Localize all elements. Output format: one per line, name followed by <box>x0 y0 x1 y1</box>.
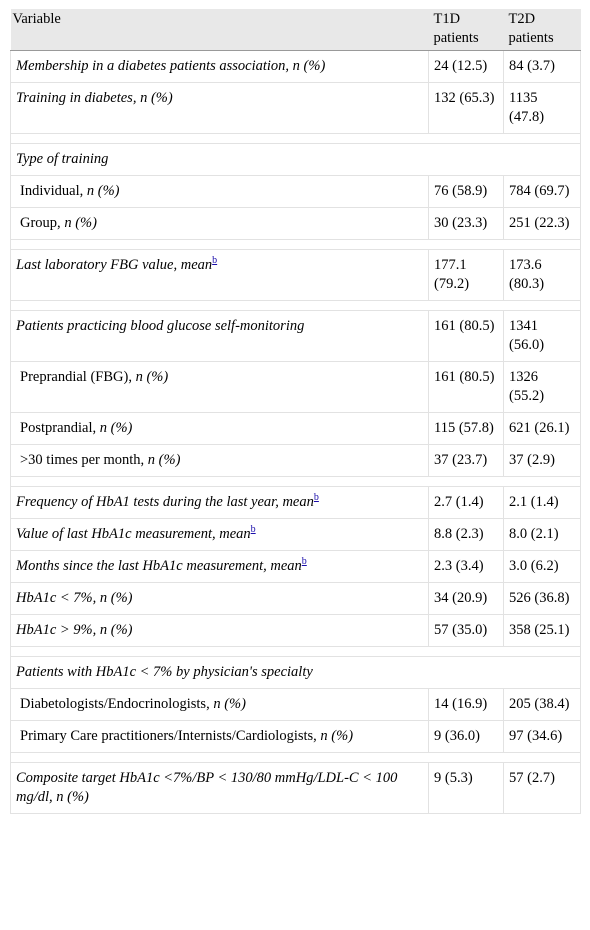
variable-label: Patients practicing blood glucose self-monitoring <box>16 318 305 334</box>
variable-cell <box>11 83 429 134</box>
t1d-value: 14 (16.9) <box>429 689 504 721</box>
t1d-value: 30 (23.3) <box>429 208 504 240</box>
spacer-row <box>11 301 581 311</box>
t1d-value: 161 (80.5) <box>429 362 504 413</box>
t1d-value: 115 (57.8) <box>429 413 504 445</box>
table-row <box>11 487 581 519</box>
table-row <box>11 413 581 445</box>
table-row <box>11 721 581 753</box>
variable-label: Months since the last HbA1c measurement, mean <box>16 558 302 574</box>
variable-cell <box>11 176 429 208</box>
spacer-row <box>11 753 581 763</box>
variable-cell <box>11 487 429 519</box>
variable-label: Composite target HbA1c <7%/BP < 130/80 mmHg/LDL-C < 100 mg/dl, n (%) <box>16 770 398 805</box>
variable-label: Patients with HbA1c < 7% by physician's specialty <box>16 664 313 680</box>
variable-unit: n (%) <box>147 452 181 468</box>
t1d-value: 9 (36.0) <box>429 721 504 753</box>
variable-cell <box>11 413 429 445</box>
spacer-cell <box>11 240 581 250</box>
table-row <box>11 176 581 208</box>
footnote-marker <box>314 492 319 503</box>
variable-unit: n (%) <box>86 183 120 199</box>
variable-cell <box>11 721 429 753</box>
t2d-value: 37 (2.9) <box>504 445 581 477</box>
header-t2d <box>504 9 581 51</box>
variable-cell <box>11 551 429 583</box>
variable-label: Frequency of HbA1 tests during the last year, mean <box>16 494 314 510</box>
table-row <box>11 583 581 615</box>
t1d-value: 37 (23.7) <box>429 445 504 477</box>
variable-unit: n (%) <box>99 420 133 436</box>
spacer-row <box>11 647 581 657</box>
spacer-row <box>11 477 581 487</box>
variable-label: Last laboratory FBG value, mean <box>16 257 213 273</box>
t2d-value: 1326 (55.2) <box>504 362 581 413</box>
variable-unit: n (%) <box>135 369 169 385</box>
t1d-value: 76 (58.9) <box>429 176 504 208</box>
header-t1d <box>429 9 504 51</box>
spacer-row <box>11 134 581 144</box>
variable-cell <box>11 657 581 689</box>
table-row <box>11 208 581 240</box>
variable-label: Training in diabetes, n (%) <box>16 90 173 106</box>
variable-label: Postprandial, <box>20 420 100 436</box>
variable-unit: n (%) <box>320 728 354 744</box>
variable-cell <box>11 583 429 615</box>
variable-cell <box>11 51 429 83</box>
table-header <box>11 9 581 51</box>
t1d-value: 8.8 (2.3) <box>429 519 504 551</box>
t1d-value: 2.3 (3.4) <box>429 551 504 583</box>
footnote-link[interactable]: b <box>301 556 307 568</box>
variable-label: Type of training <box>16 151 109 167</box>
spacer-cell <box>11 134 581 144</box>
t1d-value: 161 (80.5) <box>429 311 504 362</box>
t2d-value: 2.1 (1.4) <box>504 487 581 519</box>
header-t2d-label: T2D patients <box>508 11 554 46</box>
t2d-value: 784 (69.7) <box>504 176 581 208</box>
variable-label: HbA1c < 7%, n (%) <box>16 590 133 606</box>
variable-cell <box>11 250 429 301</box>
table-row <box>11 763 581 814</box>
t1d-value: 177.1 (79.2) <box>429 250 504 301</box>
t2d-value: 251 (22.3) <box>504 208 581 240</box>
t2d-value: 621 (26.1) <box>504 413 581 445</box>
t2d-value: 1135 (47.8) <box>504 83 581 134</box>
t1d-value: 9 (5.3) <box>429 763 504 814</box>
table-row <box>11 250 581 301</box>
variable-cell <box>11 689 429 721</box>
variable-label: Value of last HbA1c measurement, mean <box>16 526 251 542</box>
header-variable: Variable <box>11 9 429 51</box>
t1d-value: 132 (65.3) <box>429 83 504 134</box>
variable-label: Preprandial (FBG), <box>20 369 136 385</box>
spacer-cell <box>11 753 581 763</box>
table-row <box>11 311 581 362</box>
section-row <box>11 657 581 689</box>
variable-label: Membership in a diabetes patients association, n (%) <box>16 58 326 74</box>
footnote-link[interactable]: b <box>250 524 256 536</box>
footnote-marker <box>302 556 307 567</box>
t2d-value: 8.0 (2.1) <box>504 519 581 551</box>
results-table <box>10 9 581 814</box>
variable-label: HbA1c > 9%, n (%) <box>16 622 133 638</box>
spacer-cell <box>11 647 581 657</box>
variable-cell <box>11 144 581 176</box>
t2d-value: 57 (2.7) <box>504 763 581 814</box>
table-row <box>11 362 581 413</box>
table-row <box>11 83 581 134</box>
header-t1d-label: T1D patients <box>433 11 479 46</box>
variable-cell <box>11 311 429 362</box>
variable-cell <box>11 519 429 551</box>
variable-cell <box>11 615 429 647</box>
table-row <box>11 445 581 477</box>
table-row <box>11 51 581 83</box>
variable-cell <box>11 208 429 240</box>
table-row <box>11 615 581 647</box>
spacer-cell <box>11 477 581 487</box>
table-row <box>11 689 581 721</box>
table-row <box>11 551 581 583</box>
variable-label: Diabetologists/Endocrinologists, <box>20 696 214 712</box>
t2d-value: 358 (25.1) <box>504 615 581 647</box>
variable-label: Primary Care practitioners/Internists/Cardiologists, <box>20 728 321 744</box>
variable-cell <box>11 362 429 413</box>
table-body <box>11 51 581 814</box>
footnote-marker <box>212 255 217 266</box>
t2d-value: 1341 (56.0) <box>504 311 581 362</box>
t1d-value: 2.7 (1.4) <box>429 487 504 519</box>
spacer-row <box>11 240 581 250</box>
section-row <box>11 144 581 176</box>
variable-cell <box>11 763 429 814</box>
footnote-link[interactable]: b <box>313 492 319 504</box>
t1d-value: 34 (20.9) <box>429 583 504 615</box>
table-row <box>11 519 581 551</box>
t1d-value: 57 (35.0) <box>429 615 504 647</box>
variable-cell <box>11 445 429 477</box>
variable-label: Individual, <box>20 183 87 199</box>
spacer-cell <box>11 301 581 311</box>
t2d-value: 3.0 (6.2) <box>504 551 581 583</box>
footnote-marker <box>251 524 256 535</box>
t2d-value: 205 (38.4) <box>504 689 581 721</box>
footnote-link[interactable]: b <box>212 255 218 267</box>
t1d-value: 24 (12.5) <box>429 51 504 83</box>
variable-label: >30 times per month, <box>20 452 148 468</box>
t2d-value: 84 (3.7) <box>504 51 581 83</box>
variable-unit: n (%) <box>213 696 246 712</box>
variable-unit: n (%) <box>64 215 97 231</box>
variable-label: Group, <box>20 215 65 231</box>
t2d-value: 173.6 (80.3) <box>504 250 581 301</box>
t2d-value: 526 (36.8) <box>504 583 581 615</box>
t2d-value: 97 (34.6) <box>504 721 581 753</box>
